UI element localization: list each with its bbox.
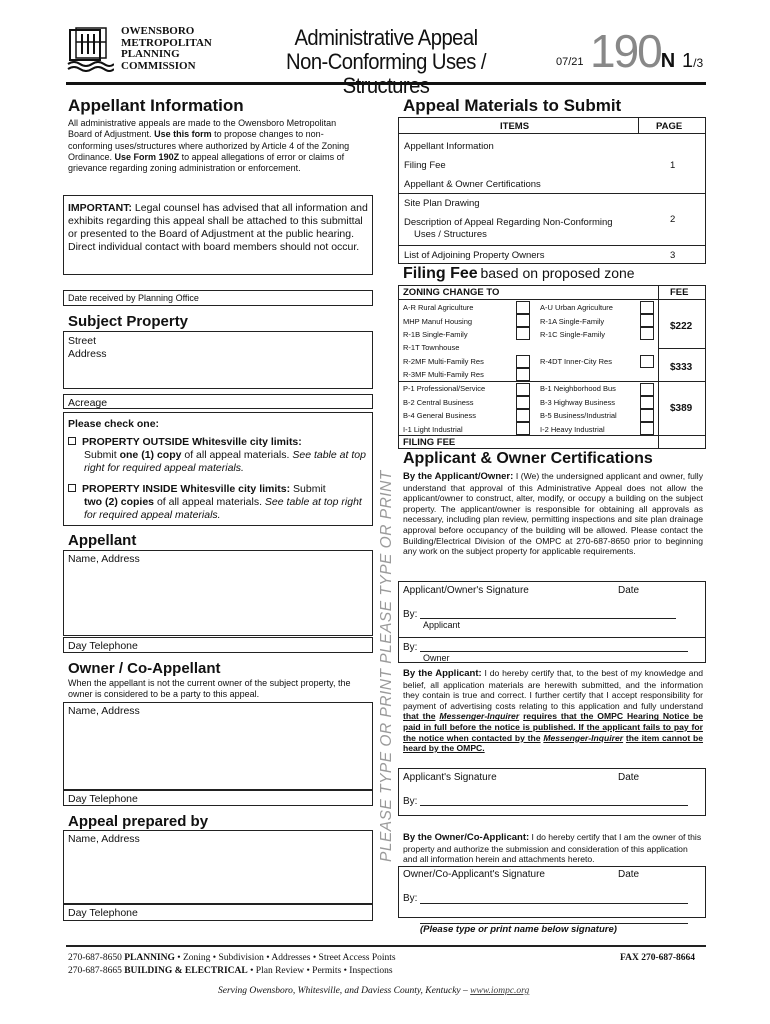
material-row: [404, 217, 613, 241]
sig2-label: Applicant's Signature: [403, 772, 497, 783]
zone-checkbox[interactable]: [516, 422, 530, 435]
zone-option-right: R-1A Single-Family: [540, 317, 605, 326]
zone-checkbox[interactable]: [516, 301, 530, 314]
appellant-phone-label: Day Telephone: [68, 640, 138, 652]
prepared-by-heading: Appeal prepared by: [68, 813, 209, 830]
col-zoning: ZONING CHANGE TO: [403, 287, 500, 298]
statement-underline: Messenger-Inquirer: [543, 732, 624, 743]
sig2-date: Date: [618, 772, 640, 783]
prepared-by-name-label: Name, Address: [68, 833, 140, 845]
owner-name-label: Name, Address: [68, 705, 140, 717]
option2-bold: PROPERTY INSIDE Whitesville city limits:: [82, 483, 291, 495]
planning-services: • Zoning • Subdivision • Addresses • Street Access Points: [177, 953, 396, 963]
fax-number: FAX 270-687-8664: [620, 953, 696, 963]
owner-heading: Owner / Co-Appellant: [68, 660, 221, 677]
title-line-2: Non-Conforming Uses / Structures: [286, 49, 486, 98]
page-number: 1: [681, 50, 694, 72]
outside-city-checkbox[interactable]: [68, 437, 76, 445]
zone-option-right: B-5 Business/Industrial: [540, 411, 617, 420]
applicant-owner-statement: [403, 471, 703, 557]
filing-fee-title: Filing Fee: [403, 265, 478, 282]
appellant-heading: Appellant: [68, 532, 137, 549]
sig3-date: Date: [618, 869, 640, 880]
title-line-1: Administrative Appeal: [294, 25, 478, 50]
zone-option-left: R-1B Single-Family: [403, 330, 468, 339]
form-number-suffix: N: [660, 50, 676, 72]
zone-option-right: I-2 Heavy Industrial: [540, 425, 605, 434]
fee-amount: $222: [670, 321, 693, 332]
form-number: [590, 25, 704, 77]
option1-bold: PROPERTY OUTSIDE Whitesville city limits:: [82, 436, 302, 448]
intro-bold: Use this form: [154, 129, 212, 140]
form-title: [243, 26, 528, 98]
org-name: [121, 26, 212, 72]
materials-heading: Appeal Materials to Submit: [403, 96, 622, 115]
material-page: 3: [670, 250, 676, 261]
sig1-label: Applicant/Owner's Signature: [403, 585, 529, 596]
owner-note: When the appellant is not the current owner of the subject property, the owner is considered to be a party to this appeal.: [68, 678, 351, 699]
owner-co-applicant-signature-line[interactable]: [420, 903, 688, 904]
org-line: OWENSBORO: [121, 25, 195, 37]
sig1-by: By:: [403, 609, 418, 620]
building-services: • Plan Review • Permits • Inspections: [250, 966, 393, 976]
zone-option-left: A-R Rural Agriculture: [403, 303, 474, 312]
material-row: Site Plan Drawing: [404, 198, 480, 209]
page-of: /3: [693, 56, 704, 70]
org-line: METROPOLITAN: [121, 36, 212, 49]
subject-property-heading: Subject Property: [68, 313, 189, 330]
col-items: ITEMS: [500, 121, 530, 132]
zone-option-left: MHP Manuf Housing: [403, 317, 473, 326]
material-row: List of Adjoining Property Owners: [404, 250, 545, 261]
material-row-line: Uses / Structures: [414, 229, 487, 240]
inside-city-checkbox[interactable]: [68, 484, 76, 492]
zone-option-left: B-4 General Business: [403, 411, 476, 420]
intro-text: All administrative appeals are made to the Owensboro Metropolitan Board of Adjustment.: [68, 118, 337, 140]
zone-option-right: A-U Urban Agriculture: [540, 303, 613, 312]
zone-checkbox[interactable]: [516, 396, 530, 409]
zone-option-left: R-1T Townhouse: [403, 343, 460, 352]
sig3-by: By:: [403, 893, 418, 904]
acreage-field[interactable]: [63, 394, 373, 409]
material-row: Appellant & Owner Certifications: [404, 179, 541, 190]
zone-option-left: R-2MF Multi-Family Res: [403, 357, 484, 366]
building-dept: BUILDING & ELECTRICAL: [124, 966, 248, 976]
zone-checkbox[interactable]: [640, 327, 654, 340]
zone-option-left: B-2 Central Business: [403, 398, 474, 407]
zone-option-right: B-1 Neighborhood Bus: [540, 384, 616, 393]
org-line: COMMISSION: [121, 59, 196, 72]
option1-text: Submit: [84, 449, 117, 461]
ompc-logo: [66, 24, 114, 72]
appellant-name-label: Name, Address: [68, 553, 140, 565]
zone-checkbox[interactable]: [640, 301, 654, 314]
acreage-label: Acreage: [68, 397, 108, 409]
intro-bold: Use Form 190Z: [114, 151, 180, 162]
fee-amount: $333: [670, 362, 693, 373]
option1-copies: one (1) copy: [119, 449, 182, 461]
statement-bold: By the Applicant/Owner:: [403, 471, 514, 482]
owner-phone-label: Day Telephone: [68, 793, 138, 805]
zone-checkbox[interactable]: [640, 422, 654, 435]
inside-city-option: [68, 483, 368, 522]
check-prompt: Please check one:: [68, 418, 160, 430]
footer-serving: [218, 986, 529, 996]
owner-co-applicant-statement: [403, 832, 703, 865]
planning-dept: PLANNING: [124, 953, 175, 963]
sig2-by: By:: [403, 796, 418, 807]
appellant-info-intro: [68, 118, 358, 174]
important-label: IMPORTANT:: [68, 202, 132, 214]
option1-note: See table at top right for required appeal materials.: [84, 449, 366, 474]
fee-amount: $389: [670, 403, 693, 414]
zone-checkbox[interactable]: [640, 396, 654, 409]
sig3-label: Owner/Co-Applicant's Signature: [403, 869, 545, 880]
footer-planning: [68, 953, 396, 963]
zone-checkbox[interactable]: [516, 383, 530, 396]
statement-bold: By the Owner/Co-Applicant:: [403, 832, 530, 843]
option2-note: See table at top right for required appeal materials.: [84, 496, 362, 521]
footer-building: [68, 966, 393, 976]
date-received-label: Date received by Planning Office: [68, 293, 199, 303]
outside-city-option: [68, 436, 368, 475]
org-line: PLANNING: [121, 48, 180, 60]
zone-checkbox[interactable]: [516, 327, 530, 340]
statement-text: I do hereby certify that I am the owner of this property and authorize the submission and consideration of this application and all information herein and attachments hereto.: [403, 832, 702, 865]
serving-text: Serving Owensboro, Whitesville, and Daviess County, Kentucky –: [218, 986, 468, 996]
planning-phone: 270-687-8650: [68, 953, 122, 963]
applicant-signature-line[interactable]: [420, 618, 676, 619]
statement-underline: requires that the OMPC Hearing Notice be paid in full before the notice is published. If the applicant fails to pay for the notice when contacted by the: [403, 711, 704, 743]
zone-option-left: I-1 Light Industrial: [403, 425, 463, 434]
filing-fee-total-label: FILING FEE: [403, 437, 456, 448]
street-label: Street: [68, 335, 97, 347]
owner-caption: Owner: [423, 653, 450, 663]
statement-underline: the item cannot be heard by the OMPC.: [403, 732, 704, 754]
footer-rule: [66, 945, 706, 947]
zone-option-right: R-1C Single-Family: [540, 330, 606, 339]
material-row-line: Description of Appeal Regarding Non-Conforming: [404, 217, 613, 228]
intro-text: to appeal allegations of error or claims of grievance regarding zoning administration or enforcement.: [68, 151, 345, 174]
applicant-statement: [403, 668, 703, 754]
applicant-caption: Applicant: [423, 620, 461, 630]
col-page: PAGE: [656, 121, 683, 132]
zone-checkbox[interactable]: [640, 355, 654, 368]
street-address-field[interactable]: [63, 331, 373, 389]
footer-fax: [620, 953, 695, 963]
material-page: 1: [670, 160, 676, 171]
important-notice: [68, 202, 370, 254]
option2-copies: two (2) copies: [84, 496, 155, 508]
statement-bold: By the Applicant:: [403, 668, 482, 679]
zone-option-right: B-3 Highway Business: [540, 398, 616, 407]
zone-checkbox[interactable]: [640, 314, 654, 327]
statement-text: I (We) the undersigned applicant and owner, fully understand that approval of this Administrative Appeal does not allow the applicant/owner to construct, alter, modify, or occupy a building on the subject property. The applicant/owner is responsible for obtaining all approvals as necessary, including plan review, permitting inspections and site plan drainage approval before occupancy of the building will be allowed. Please contact the Building/Electrical Division of the OMPC at 270-687-8650 prior to beginning any work on the subject property for applicable requirements.: [403, 471, 704, 557]
website-link[interactable]: www.iompc.org: [470, 986, 530, 996]
certifications-heading: Applicant & Owner Certifications: [403, 450, 653, 467]
statement-text: I do hereby certify that, to the best of my knowledge and belief, all application materials are herewith submitted, and the information they contain is true and correct. I further certify that I accept responsibility for payment of advertising costs relating to this application and fully understand: [403, 668, 703, 711]
prepared-by-phone-label: Day Telephone: [68, 907, 138, 919]
appellant-info-heading: Appellant Information: [68, 96, 244, 115]
owner-signature-line[interactable]: [420, 651, 688, 652]
materials-table: [398, 117, 706, 264]
zone-option-left: R-3MF Multi-Family Res: [403, 370, 484, 379]
form-number-main: 190: [590, 25, 661, 77]
filing-fee-heading: [403, 265, 635, 283]
type-or-print-watermark: PLEASE TYPE OR PRINT PLEASE TYPE OR PRINT: [378, 470, 395, 862]
zone-checkbox[interactable]: [516, 355, 530, 368]
statement-underline: that the: [403, 711, 436, 722]
zone-checkbox[interactable]: [516, 368, 530, 381]
option2-text: Submit: [293, 483, 326, 495]
intro-text: to propose changes to non-conforming uses/structures where authorized by Article 4 of the Zoning Ordinance.: [68, 129, 350, 162]
material-page: 2: [670, 214, 676, 225]
applicant-signature-line-2[interactable]: [420, 805, 688, 806]
building-phone: 270-687-8665: [68, 966, 122, 976]
sig1-date: Date: [618, 585, 640, 596]
material-row: Appellant Information: [404, 141, 494, 152]
statement-underline: Messenger-Inquirer: [439, 711, 520, 722]
important-text: Legal counsel has advised that all information and exhibits regarding this appeal shall be attached to this submittal or presented to the Board of Adjustment at the public hearing. Direct individual contact with board members should not occur.: [68, 202, 368, 253]
col-fee: FEE: [670, 287, 689, 298]
zone-checkbox[interactable]: [516, 409, 530, 422]
material-row: Filing Fee: [404, 160, 446, 171]
filing-fee-subtitle: based on proposed zone: [480, 265, 635, 281]
print-name-note: (Please type or print name below signature): [420, 924, 617, 935]
zone-checkbox[interactable]: [640, 409, 654, 422]
address-label: Address: [68, 348, 107, 360]
date-code: 07/21: [556, 56, 584, 68]
zone-option-left: P-1 Professional/Service: [403, 384, 486, 393]
zone-checkbox[interactable]: [516, 314, 530, 327]
zone-option-right: R-4DT Inner-City Res: [540, 357, 612, 366]
option1-text: of all appeal materials.: [184, 449, 290, 461]
option2-text: of all appeal materials.: [156, 496, 262, 508]
sig1-by-owner: By:: [403, 642, 418, 653]
header-rule: [66, 82, 706, 85]
zone-checkbox[interactable]: [640, 383, 654, 396]
